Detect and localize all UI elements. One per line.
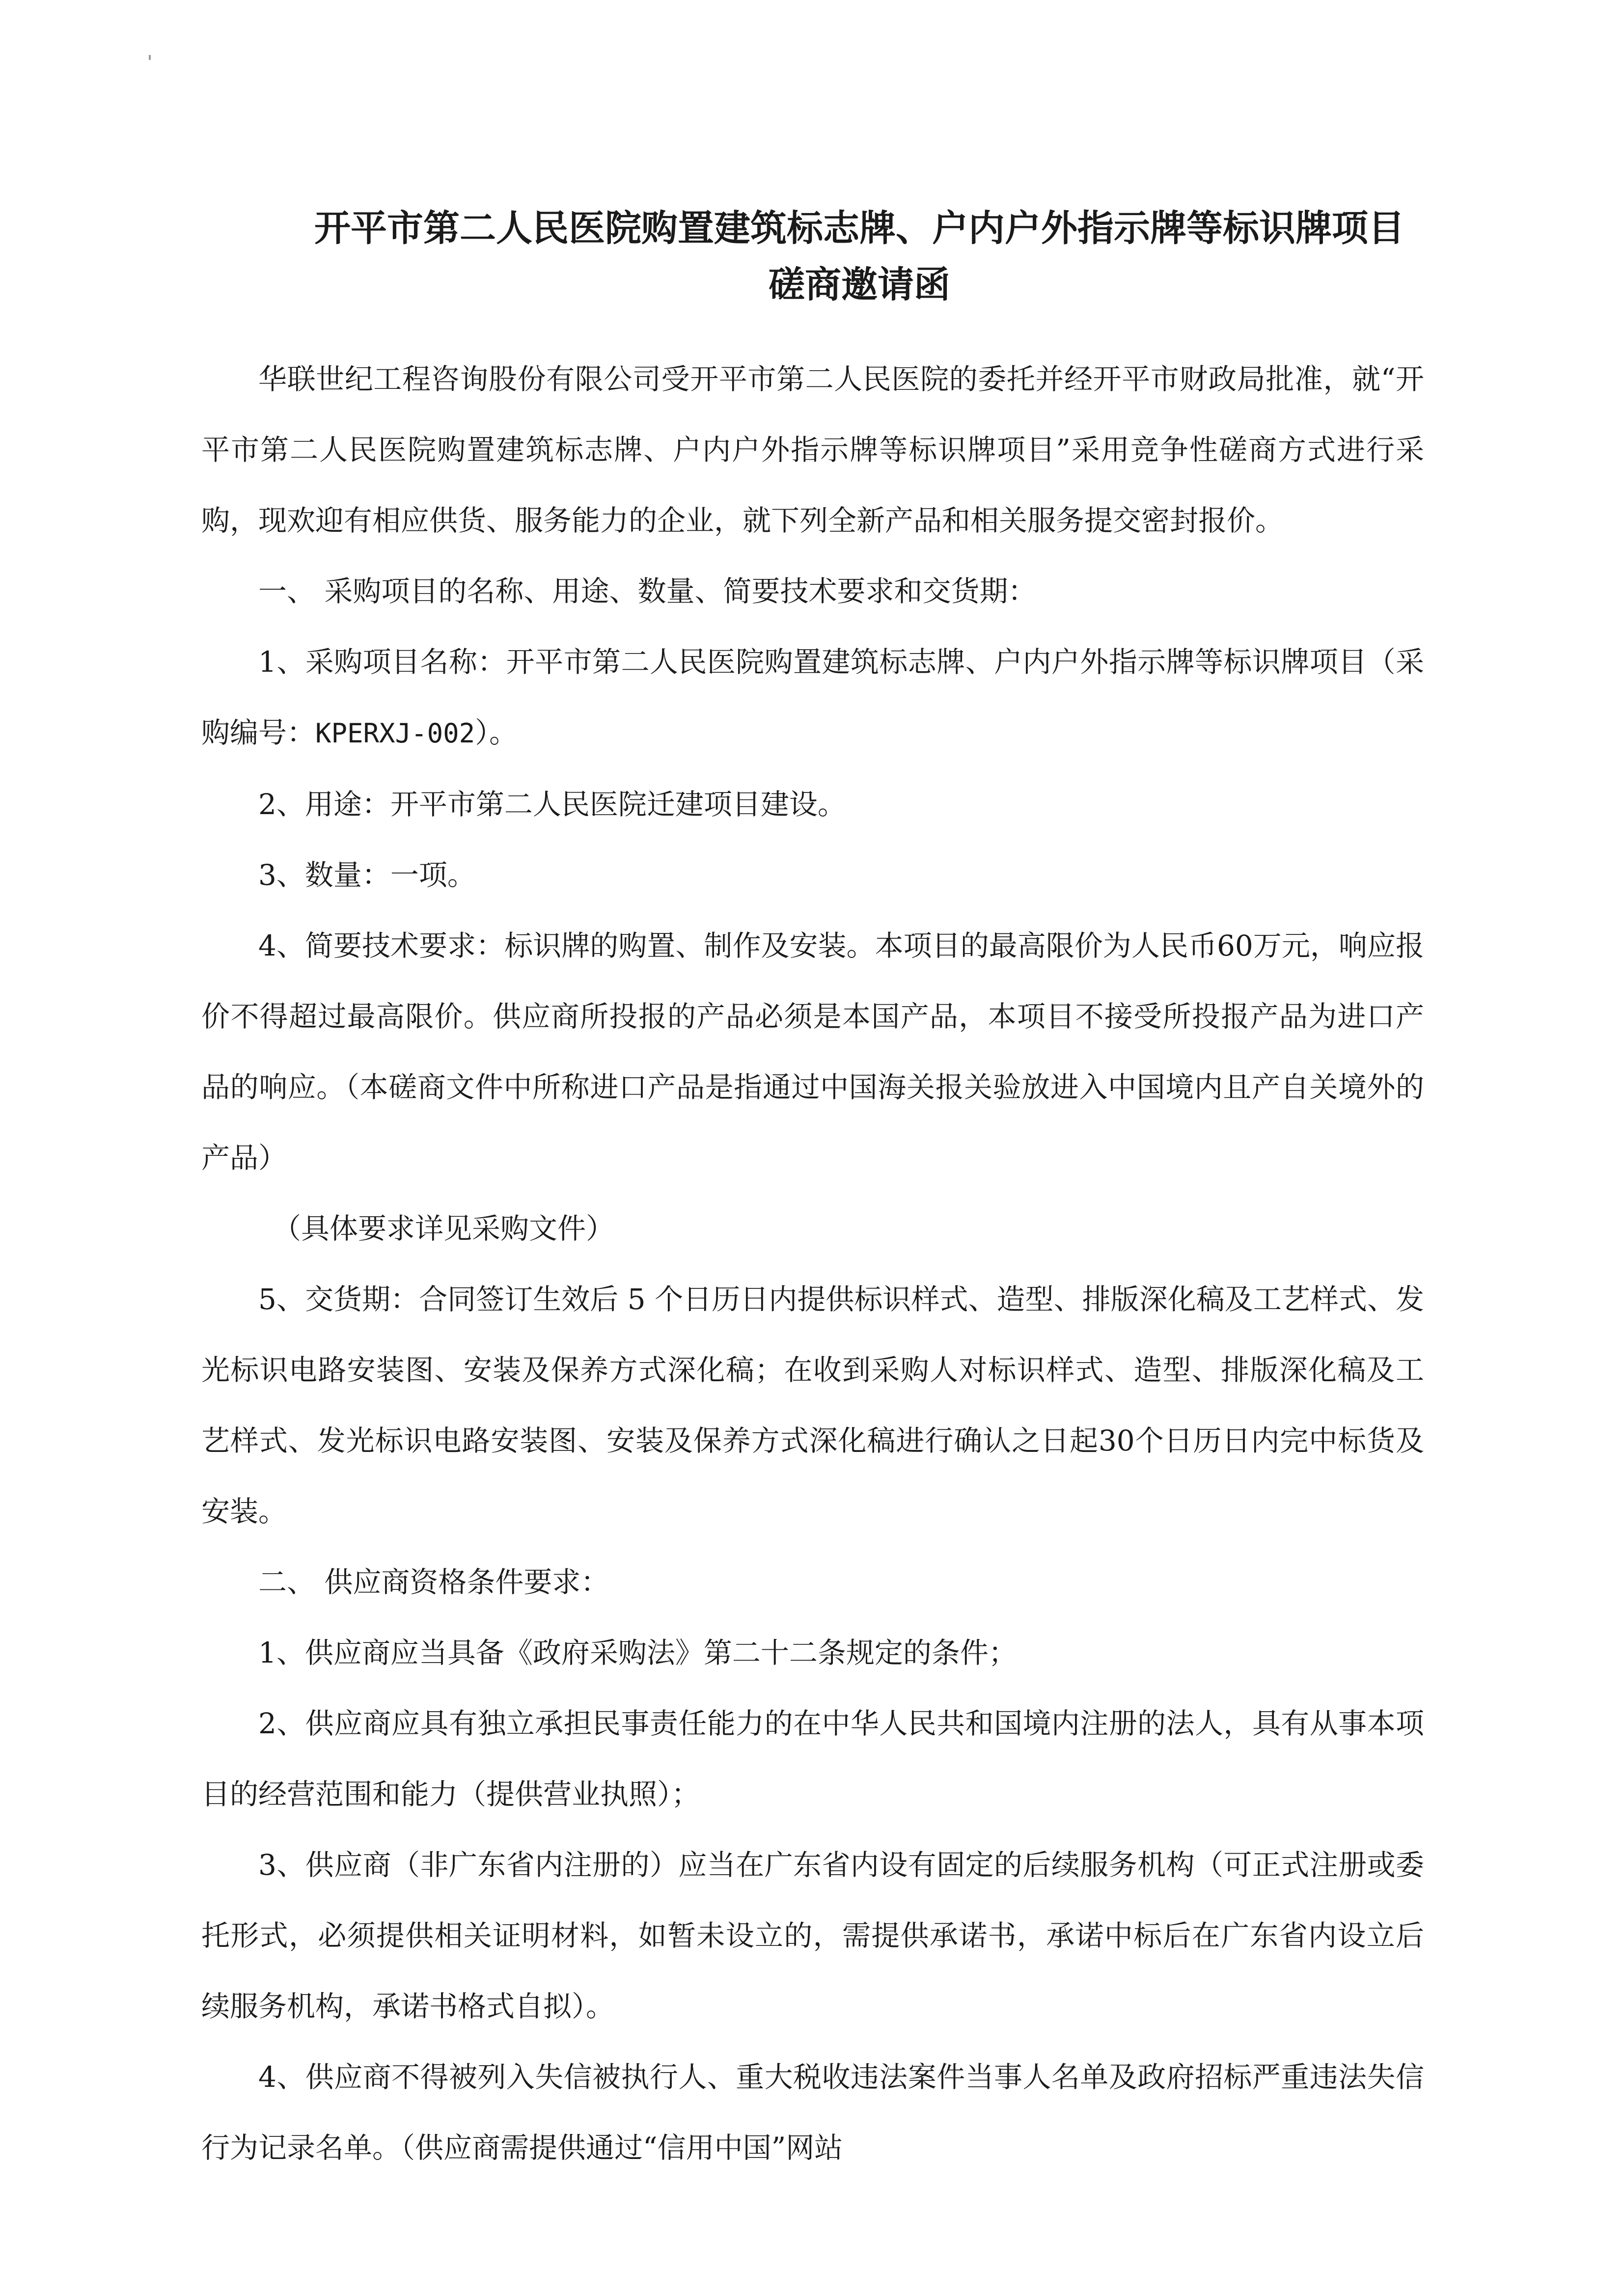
section-1-item-5: 5、交货期：合同签订生效后 5 个日历日内提供标识样式、造型、排版深化稿及工艺样式、发光标识电路安装图、安装及保养方式深化稿；在收到采购人对标识样式、造型、排版深化稿及工艺样式、发光标识电路安装图、安装及保养方式深化稿进行确认之日起30个日历日内完中标货及安装。	[201, 1283, 1424, 1528]
section-1-item-4-note: （具体要求详见采购文件）	[273, 1212, 615, 1245]
scan-speck	[149, 55, 151, 60]
section-2-item-3: 3、供应商（非广东省内注册的）应当在广东省内设有固定的后续服务机构（可正式注册或委托形式，必须提供相关证明材料，如暂未设立的，需提供承诺书，承诺中标后在广东省内设立后续服务机构，承诺书格式自拟）。	[201, 1848, 1424, 2023]
document-title-line-1: 开平市第二人民医院购置建筑标志牌、户内户外指示牌等标识牌项目	[314, 207, 1404, 249]
section-1-item-1	[201, 627, 1424, 769]
section-1-heading: 一、 采购项目的名称、用途、数量、简要技术要求和交货期：	[258, 574, 1037, 608]
item-1-1-text: 1、采购项目名称：开平市第二人民医院购置建筑标志牌、户内户外指示牌等标识牌项目（采购编号：	[201, 645, 1424, 749]
section-1-item-2: 2、用途：开平市第二人民医院迁建项目建设。	[258, 788, 846, 821]
section-2-heading: 二、 供应商资格条件要求：	[258, 1565, 609, 1599]
section-2-item-1: 1、供应商应当具备《政府采购法》第二十二条规定的条件；	[258, 1636, 1017, 1669]
intro-paragraph: 华联世纪工程咨询股份有限公司受开平市第二人民医院的委托并经开平市财政局批准，就“开平市第二人民医院购置建筑标志牌、户内户外指示牌等标识牌项目”采用竞争性磋商方式进行采购，现欢迎有相应供货、服务能力的企业，就下列全新产品和相关服务提交密封报价。	[201, 362, 1424, 537]
section-2-item-2: 2、供应商应具有独立承担民事责任能力的在中华人民共和国境内注册的法人，具有从事本项目的经营范围和能力（提供营业执照）；	[201, 1707, 1424, 1811]
document-title-line-2: 磋商邀请函	[769, 264, 950, 306]
section-2-item-4: 4、供应商不得被列入失信被执行人、重大税收违法案件当事人名单及政府招标严重违法失信行为记录名单。（供应商需提供通过“信用中国”网站	[201, 2060, 1424, 2164]
document-body	[201, 344, 1424, 2183]
section-1-item-3: 3、数量：一项。	[258, 858, 476, 892]
item-1-1-suffix: ）。	[475, 716, 518, 749]
section-1-item-4: 4、简要技术要求：标识牌的购置、制作及安装。本项目的最高限价为人民币60万元，响应报价不得超过最高限价。供应商所投报的产品必须是本国产品，本项目不接受所投报产品为进口产品的响应。（本磋商文件中所称进口产品是指通过中国海关报关验放进入中国境内且产自关境外的产品）	[201, 929, 1424, 1175]
procurement-code: KPERXJ-002	[315, 718, 475, 749]
